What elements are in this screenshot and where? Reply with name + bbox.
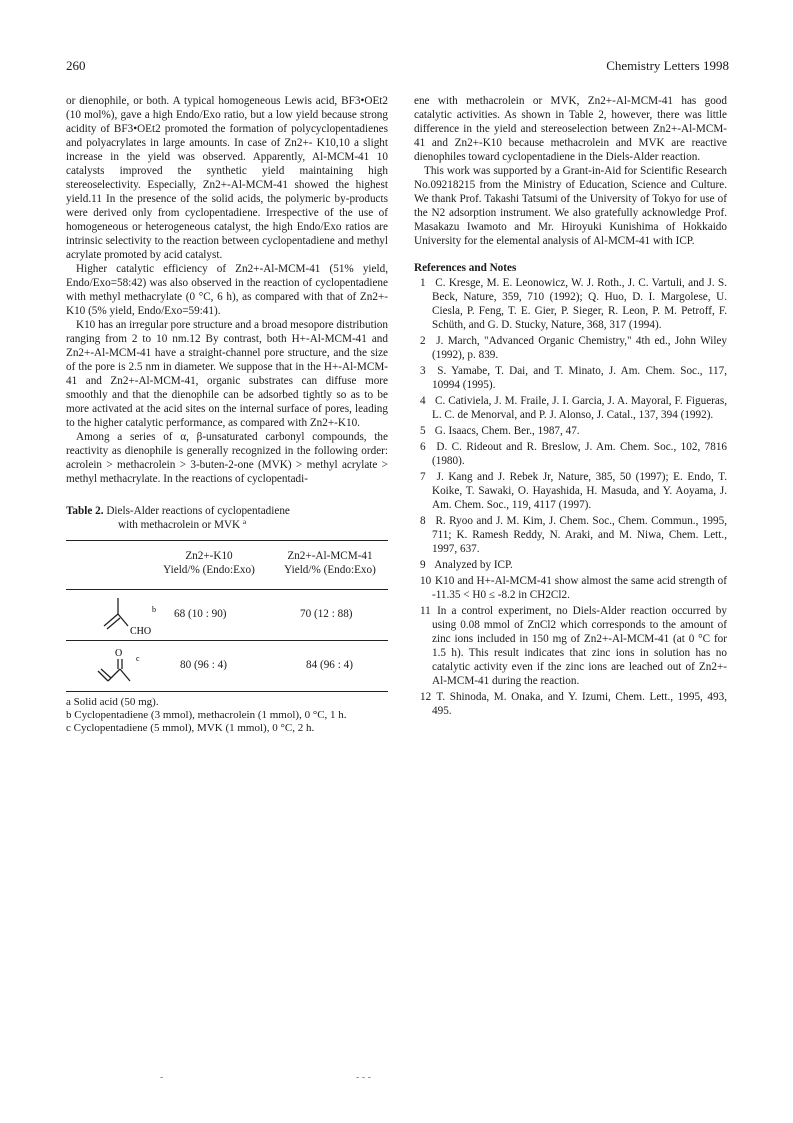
- reference-item: [414, 276, 727, 332]
- reference-item: [414, 334, 727, 362]
- paragraph: ene with methacrolein or MVK, Zn2+-Al-MCM-41 has good catalytic activities. As shown in Table 2, however, there was little difference in the yield and stereoselection between Zn2+-Al-MCM-41 and Zn2+-K10 because methacrolein and MVK are reactive dienophiles toward cyclopentadiene in the Diels-Alder reaction.: [414, 95, 727, 163]
- row-footnote-mark: c: [136, 654, 140, 663]
- page-number: 260: [66, 58, 86, 73]
- reference-text: Analyzed by ICP.: [434, 559, 513, 571]
- reference-number: 9: [420, 559, 426, 571]
- cell-k10: 80 (96 : 4): [180, 659, 227, 671]
- paragraph: Among a series of α, β-unsaturated carbonyl compounds, the reactivity as dienophile is generally recognized in the following order: acrolein > methacrolein > 3-buten-2-one (MVK) > methyl acrylate > methyl methacrylate. In the reactions of cyclopentadi-: [66, 431, 388, 485]
- reference-number: 1: [420, 277, 426, 289]
- reference-item: [414, 440, 727, 468]
- table-label: Table 2.: [66, 505, 104, 517]
- caption-footnote-mark: a: [242, 517, 247, 526]
- caption-line: Diels-Alder reactions of cyclopentadiene: [106, 505, 290, 517]
- table-footnote: b Cyclopentadiene (3 mmol), methacrolein (1 mmol), 0 °C, 1 h.: [66, 709, 347, 721]
- reference-number: 7: [420, 471, 426, 483]
- reference-text: R. Ryoo and J. M. Kim, J. Chem. Soc., Chem. Commun., 1995, 711; K. Ramesh Reddy, N. Araki, and M. Niwa, Chem. Lett., 1997, 637.: [432, 515, 727, 555]
- reference-number: 10: [420, 575, 432, 587]
- footer-mark: -: [160, 1072, 164, 1083]
- col-header-k10: Zn2+-K10 Yield/% (Endo:Exo): [163, 550, 255, 576]
- reference-item: [414, 690, 727, 718]
- reference-number: 6: [420, 441, 426, 453]
- reference-number: 5: [420, 425, 426, 437]
- journal-title: Chemistry Letters 1998: [606, 58, 729, 73]
- reference-number: 8: [420, 515, 426, 527]
- cell-mcm: 70 (12 : 88): [300, 608, 353, 620]
- table-caption: [66, 504, 388, 532]
- references-heading: References and Notes: [414, 262, 517, 274]
- table-row: [66, 641, 388, 691]
- paragraph: or dienophile, or both. A typical homogeneous Lewis acid, BF3•OEt2 (10 mol%), gave a high Endo/Exo ratio, but a low yield because strong acidity of BF3•OEt2 promoted the formation of polycyclopentadienes and polyacrylates in large amounts. In case of Zn2+- K10,10 a slight increase in the yield was observed. Apparently, Al-MCM-41 10 catalysts improved the synthetic yield maintaining high stereoselectivity. Especially, Zn2+-Al-MCM-41 showed the highest yield.11 In the presence of the solid acids, the polymeric by-products were derived only from cyclopentadiene. Irrespective of the use of homogeneous or heterogeneous catalyst, the high Endo/Exo ratios are intrinsic selectivity to the reaction between cyclopentadiene and methyl acrylate promoted by acid catalyst.: [66, 95, 388, 261]
- reference-text: D. C. Rideout and R. Breslow, J. Am. Chem. Soc., 102, 7816 (1980).: [432, 441, 728, 467]
- methacrolein-structure: [94, 596, 164, 638]
- reference-text: C. Cativiela, J. M. Fraile, J. I. Garcia, J. A. Mayoral, F. Figueras, L. C. de Menorval, and P. J. Alonso, J. Catal., 137, 394 (1992).: [432, 395, 728, 421]
- table-row: [66, 590, 388, 640]
- reference-number: 12: [420, 691, 432, 703]
- reference-item: [414, 364, 727, 392]
- reference-number: 11: [420, 605, 431, 617]
- reference-text: S. Yamabe, T. Dai, and T. Minato, J. Am. Chem. Soc., 117, 10994 (1995).: [432, 365, 728, 391]
- reference-text: C. Kresge, M. E. Leonowicz, W. J. Roth., J. C. Vartuli, and J. S. Beck, Nature, 359, 710 (1992); Q. Huo, D. I. Margolese, U. Ciesla, P. Feng, T. E. Gier, P. Sieger, R. Leon, P. M. Petroff, F. Schüth, and G. D. Stucky, Nature, 368, 317 (1994).: [432, 277, 728, 331]
- caption-line: with methacrolein or MVK: [118, 519, 241, 531]
- mvk-structure: [94, 647, 164, 689]
- reference-item: [414, 514, 727, 556]
- reference-number: 3: [420, 365, 426, 377]
- reference-item: [414, 394, 727, 422]
- table-footnote: c Cyclopentadiene (5 mmol), MVK (1 mmol), 0 °C, 2 h.: [66, 722, 315, 734]
- right-column: [414, 94, 727, 720]
- acknowledgment: This work was supported by a Grant-in-Aid for Scientific Research No.09218215 from the Ministry of Education, Science and Culture. We thank Prof. Takashi Tatsumi of the University of Tokyo for use of the N2 adsorption instrument. We also gratefully acknowledge Prof. Masakazu Iwamoto and Mr. Hiroyuki Kunishima of Hokkaido University for the elemental analysis of Al-MCM-41 with ICP.: [414, 165, 727, 247]
- paragraph: Higher catalytic efficiency of Zn2+-Al-MCM-41 (51% yield, Endo/Exo=58:42) was also observed in the reaction of cyclopentadiene with methyl methacrylate (0 °C, 6 h), as compared with that of Zn2+- K10 (5% yield, Endo/Exo=59:41).: [66, 263, 388, 317]
- cell-k10: 68 (10 : 90): [174, 608, 227, 620]
- row-footnote-mark: b: [152, 605, 156, 614]
- reference-text: In a control experiment, no Diels-Alder reaction occurred by using 0.08 mmol of ZnCl2 which corresponds to the amount of zinc ions included in 150 mg of Zn2+-Al-MCM-41 (at 0 °C for 1.5 h). This result indicates that zinc ions in solution has no catalytic activity even if the zinc ions are leached out of Zn2+-Al-MCM-41 during the reaction.: [432, 605, 727, 687]
- reference-number: 2: [420, 335, 426, 347]
- reference-item: [414, 424, 727, 438]
- reference-text: T. Shinoda, M. Onaka, and Y. Izumi, Chem. Lett., 1995, 493, 495.: [432, 691, 727, 717]
- structure-label: CHO: [130, 626, 152, 637]
- reference-text: K10 and H+-Al-MCM-41 show almost the same acid strength of -11.35 < H0 ≤ -8.2 in CH2Cl2.: [432, 575, 728, 601]
- reference-item: [414, 574, 727, 602]
- reference-text: J. Kang and J. Rebek Jr, Nature, 385, 50 (1997); E. Endo, T. Koike, T. Sawaki, O. Hayashida, H. Masuda, and Y. Aoyama, J. Am. Chem. Soc., 119, 4117 (1997).: [432, 471, 727, 511]
- structure-label: O: [115, 648, 123, 659]
- reference-item: [414, 470, 727, 512]
- reference-item: [414, 558, 727, 572]
- left-column: [66, 94, 388, 735]
- paragraph: K10 has an irregular pore structure and a broad mesopore distribution ranging from 2 to 10 nm.12 By contrast, both H+-Al-MCM-41 and Zn2+-Al-MCM-41 have a straight-channel pore structure, and the size of the pore is 2.5 nm in diameter. We suppose that in the H+-Al-MCM-41 and Zn2+-Al-MCM-41, organic substrates can diffuse more smoothly and that the dienophile can be adsorbed tightly so as to be more activated at the acid sites on the internal surface of pores, leading to the higher catalytic performance, as compared with Zn2+-K10.: [66, 319, 388, 429]
- cell-mcm: 84 (96 : 4): [306, 659, 353, 671]
- footer-mark: - - -: [356, 1072, 371, 1083]
- reference-text: G. Isaacs, Chem. Ber., 1987, 47.: [434, 425, 580, 437]
- col-header-mcm: Zn2+-Al-MCM-41 Yield/% (Endo:Exo): [284, 550, 376, 576]
- reference-list: [414, 276, 727, 718]
- reference-text: J. March, "Advanced Organic Chemistry," 4th ed., John Wiley (1992), p. 839.: [432, 335, 727, 361]
- reference-number: 4: [420, 395, 426, 407]
- table-header: [66, 541, 388, 589]
- reference-item: [414, 604, 727, 688]
- table-footnote: a Solid acid (50 mg).: [66, 696, 159, 708]
